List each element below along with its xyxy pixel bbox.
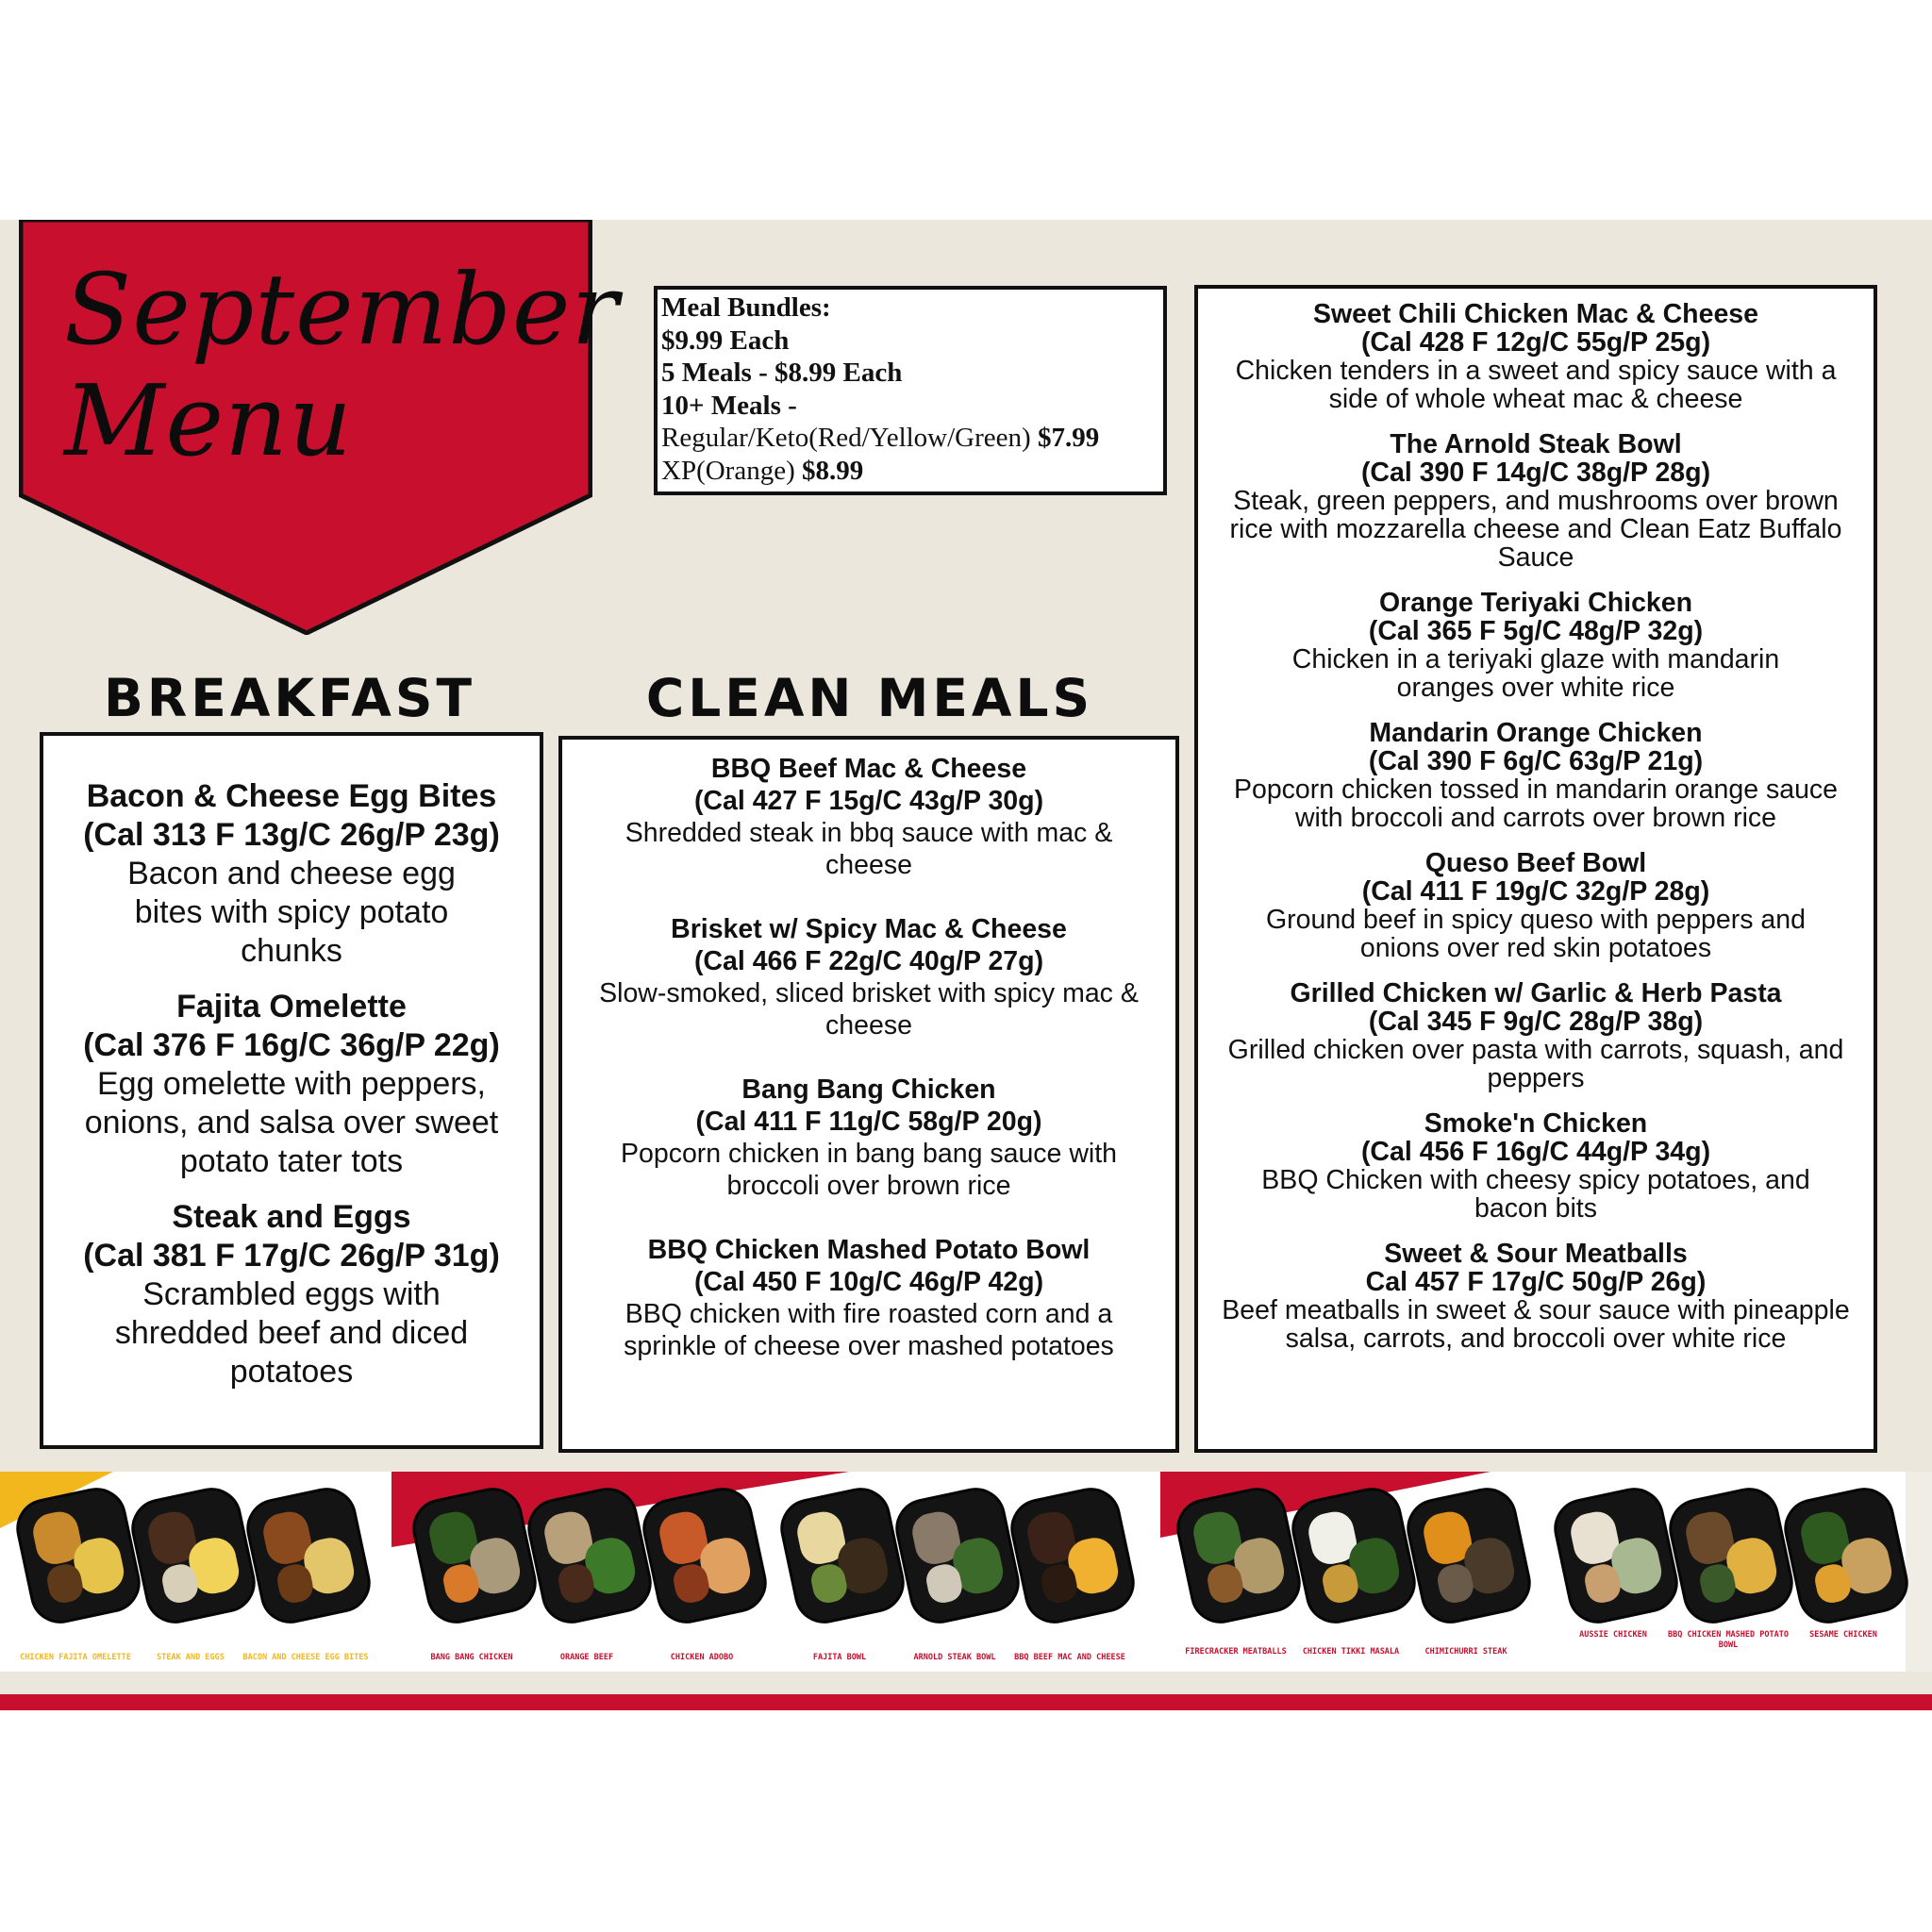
meal-photo-card (1668, 1472, 1789, 1672)
item-name: Fajita Omelette (176, 989, 407, 1024)
meal-tray-photo (637, 1482, 772, 1629)
page-title (64, 254, 619, 476)
item-macros: (Cal 450 F 10g/C 46g/P 42g) (693, 1267, 1044, 1297)
item-name: Smoke'n Chicken (1424, 1108, 1648, 1139)
meal-tray-photo (1548, 1482, 1683, 1629)
item-macros: (Cal 390 F 14g/C 38g/P 28g) (1360, 458, 1711, 488)
meal-photo-label: BACON AND CHEESE EGG BITES (242, 1653, 369, 1662)
item-description: Popcorn chicken tossed in mandarin orange sauce with broccoli and carrots over brown rice (1233, 774, 1839, 833)
meal-photo-label: FIRECRACKER MEATBALLS (1185, 1647, 1287, 1657)
featured-meal-item (1208, 1109, 1864, 1223)
title-line-2: Menu (64, 363, 353, 478)
clean-meal-item (581, 913, 1157, 1041)
item-description: Popcorn chicken in bang bang sauce with broccoli over brown rice (620, 1139, 1117, 1201)
item-description: BBQ chicken with fire roasted corn and a sprinkle of cheese over mashed potatoes (624, 1299, 1114, 1361)
meal-photo-label: BANG BANG CHICKEN (430, 1653, 513, 1662)
item-description: Grilled chicken over pasta with carrots, squash, and peppers (1227, 1035, 1844, 1093)
item-description: BBQ Chicken with cheesy spicy potatoes, and bacon bits (1261, 1165, 1810, 1224)
clean-meal-item (581, 753, 1157, 881)
featured-meal-item (1208, 1240, 1864, 1353)
regular-price: $7.99 (1037, 423, 1100, 453)
title-line-1: September (64, 252, 620, 367)
breakfast-item (51, 988, 532, 1181)
meal-tray-photo (1005, 1482, 1140, 1629)
item-name: Sweet & Sour Meatballs (1384, 1239, 1688, 1269)
meal-tray-photo (1663, 1482, 1798, 1629)
meal-tray-photo (1778, 1482, 1913, 1629)
meal-photo-label: CHICKEN FAJITA OMELETTE (20, 1653, 131, 1662)
meal-tray-photo (1286, 1482, 1421, 1629)
item-name: Grilled Chicken w/ Garlic & Herb Pasta (1290, 978, 1782, 1008)
item-name: Orange Teriyaki Chicken (1378, 588, 1693, 618)
item-macros: (Cal 411 F 11g/C 58g/P 20g) (695, 1107, 1042, 1137)
item-name: Bacon & Cheese Egg Bites (86, 778, 497, 814)
meal-photo-label: STEAK AND EGGS (157, 1653, 225, 1662)
item-description: Chicken tenders in a sweet and spicy sauce with a side of whole wheat mac & cheese (1235, 356, 1837, 414)
item-description: Bacon and cheese egg bites with spicy potato chunks (127, 856, 456, 969)
xp-label: XP(Orange) (661, 455, 795, 486)
featured-meal-item (1208, 430, 1864, 572)
item-macros: (Cal 456 F 16g/C 44g/P 34g) (1360, 1137, 1711, 1167)
meal-photo-label: BBQ CHICKEN MASHED POTATO BOWL (1668, 1630, 1789, 1650)
item-macros: (Cal 466 F 22g/C 40g/P 27g) (693, 946, 1044, 976)
item-description: Shredded steak in bbq sauce with mac & cheese (625, 818, 1113, 880)
clean-meal-item (581, 1234, 1157, 1362)
item-name: Mandarin Orange Chicken (1369, 718, 1703, 748)
meal-photo-label: CHIMICHURRI STEAK (1424, 1647, 1507, 1657)
item-macros: (Cal 313 F 13g/C 26g/P 23g) (83, 817, 500, 853)
meal-photo-card (1013, 1472, 1126, 1672)
item-name: Steak and Eggs (172, 1199, 411, 1235)
featured-meal-item (1208, 719, 1864, 832)
bundles-five-meals: 5 Meals - $8.99 Each (661, 358, 903, 388)
item-macros: (Cal 427 F 15g/C 43g/P 30g) (693, 786, 1044, 816)
meal-photo-card (1557, 1472, 1670, 1672)
clean-meals-heading: CLEAN MEALS (645, 668, 1094, 728)
meal-photo-card (1179, 1472, 1292, 1672)
meal-photo-card (1787, 1472, 1900, 1672)
meal-photo-card (1294, 1472, 1407, 1672)
item-name: Brisket w/ Spicy Mac & Cheese (671, 914, 1067, 944)
meal-tray-photo (10, 1482, 145, 1629)
bottom-red-stripe (0, 1694, 1932, 1710)
meal-photo-card (783, 1472, 896, 1672)
item-name: Sweet Chili Chicken Mac & Cheese (1313, 299, 1758, 329)
item-name: The Arnold Steak Bowl (1390, 429, 1682, 459)
bundles-heading: Meal Bundles: (661, 292, 831, 323)
meal-photo-label: FAJITA BOWL (812, 1653, 867, 1662)
meal-photo-card (1409, 1472, 1523, 1672)
meal-tray-photo (1401, 1482, 1536, 1629)
meal-tray-photo (774, 1482, 909, 1629)
item-description: Egg omelette with peppers, onions, and salsa over sweet potato tater tots (84, 1066, 499, 1179)
breakfast-heading: BREAKFAST (104, 668, 475, 728)
item-description: Steak, green peppers, and mushrooms over brown rice with mozzarella cheese and Clean Eatz Buffalo Sauce (1229, 486, 1842, 573)
meal-tray-photo (241, 1482, 375, 1629)
item-name: BBQ Beef Mac & Cheese (710, 754, 1027, 784)
meal-tray-photo (125, 1482, 260, 1629)
item-description: Slow-smoked, sliced brisket with spicy mac & cheese (599, 978, 1139, 1041)
title-banner (19, 220, 620, 635)
breakfast-item (51, 777, 532, 971)
item-description: Scrambled eggs with shredded beef and diced potatoes (114, 1276, 469, 1390)
item-macros: Cal 457 F 17g/C 50g/P 26g) (1365, 1267, 1707, 1297)
item-description: Beef meatballs in sweet & sour sauce with pineapple salsa, carrots, and broccoli over white rice (1222, 1295, 1850, 1354)
meal-tray-photo (407, 1482, 541, 1629)
meal-photo-label: SESAME CHICKEN (1809, 1630, 1877, 1640)
bundles-each-price: $9.99 Each (661, 325, 790, 356)
meal-photo-card (134, 1472, 247, 1672)
item-macros: (Cal 376 F 16g/C 36g/P 22g) (83, 1027, 500, 1063)
meal-photo-strip (0, 1472, 1932, 1672)
featured-meal-item (1208, 589, 1864, 702)
meal-photo-card (898, 1472, 1011, 1672)
item-description: Chicken in a teriyaki glaze with mandarin oranges over white rice (1291, 644, 1780, 703)
item-macros: (Cal 365 F 5g/C 48g/P 32g) (1368, 616, 1704, 646)
breakfast-box (40, 732, 543, 1449)
meal-photo-label: ORANGE BEEF (559, 1653, 614, 1662)
meal-photo-label: ARNOLD STEAK BOWL (913, 1653, 996, 1662)
meal-photo-label: BBQ BEEF MAC AND CHEESE (1014, 1653, 1125, 1662)
meal-photo-label: AUSSIE CHICKEN (1579, 1630, 1647, 1640)
meal-bundles-box (654, 286, 1167, 495)
meal-tray-photo (522, 1482, 657, 1629)
clean-meals-box (558, 736, 1179, 1453)
xp-price: $8.99 (801, 455, 864, 486)
item-macros: (Cal 345 F 9g/C 28g/P 38g) (1368, 1007, 1704, 1037)
meal-photo-card (415, 1472, 528, 1672)
item-macros: (Cal 428 F 12g/C 55g/P 25g) (1360, 327, 1711, 358)
meal-photo-card (645, 1472, 758, 1672)
featured-meal-item (1208, 979, 1864, 1092)
meal-photo-card (242, 1472, 369, 1672)
featured-meal-item (1208, 849, 1864, 962)
item-macros: (Cal 381 F 17g/C 26g/P 31g) (83, 1238, 500, 1274)
featured-meal-item (1208, 300, 1864, 413)
meal-tray-photo (1171, 1482, 1306, 1629)
item-macros: (Cal 411 F 19g/C 32g/P 28g) (1361, 876, 1710, 907)
bundles-xp-line (661, 455, 1159, 488)
item-name: Queso Beef Bowl (1424, 848, 1647, 878)
bundles-ten-heading: 10+ Meals - (661, 390, 797, 421)
item-description: Ground beef in spicy queso with peppers and onions over red skin potatoes (1266, 905, 1806, 963)
featured-meals-box (1194, 285, 1877, 1453)
meal-photo-card (530, 1472, 643, 1672)
meal-photo-card (19, 1472, 132, 1672)
meal-photo-label: CHICKEN TIKKI MASALA (1302, 1647, 1400, 1657)
meal-photo-label: CHICKEN ADOBO (670, 1653, 734, 1662)
item-name: Bang Bang Chicken (741, 1074, 996, 1105)
regular-label: Regular/Keto(Red/Yellow/Green) (661, 423, 1031, 453)
item-macros: (Cal 390 F 6g/C 63g/P 21g) (1368, 746, 1704, 776)
meal-tray-photo (890, 1482, 1024, 1629)
breakfast-item (51, 1198, 532, 1391)
bundles-regular-line (661, 422, 1159, 455)
item-name: BBQ Chicken Mashed Potato Bowl (647, 1235, 1091, 1265)
clean-meal-item (581, 1074, 1157, 1202)
